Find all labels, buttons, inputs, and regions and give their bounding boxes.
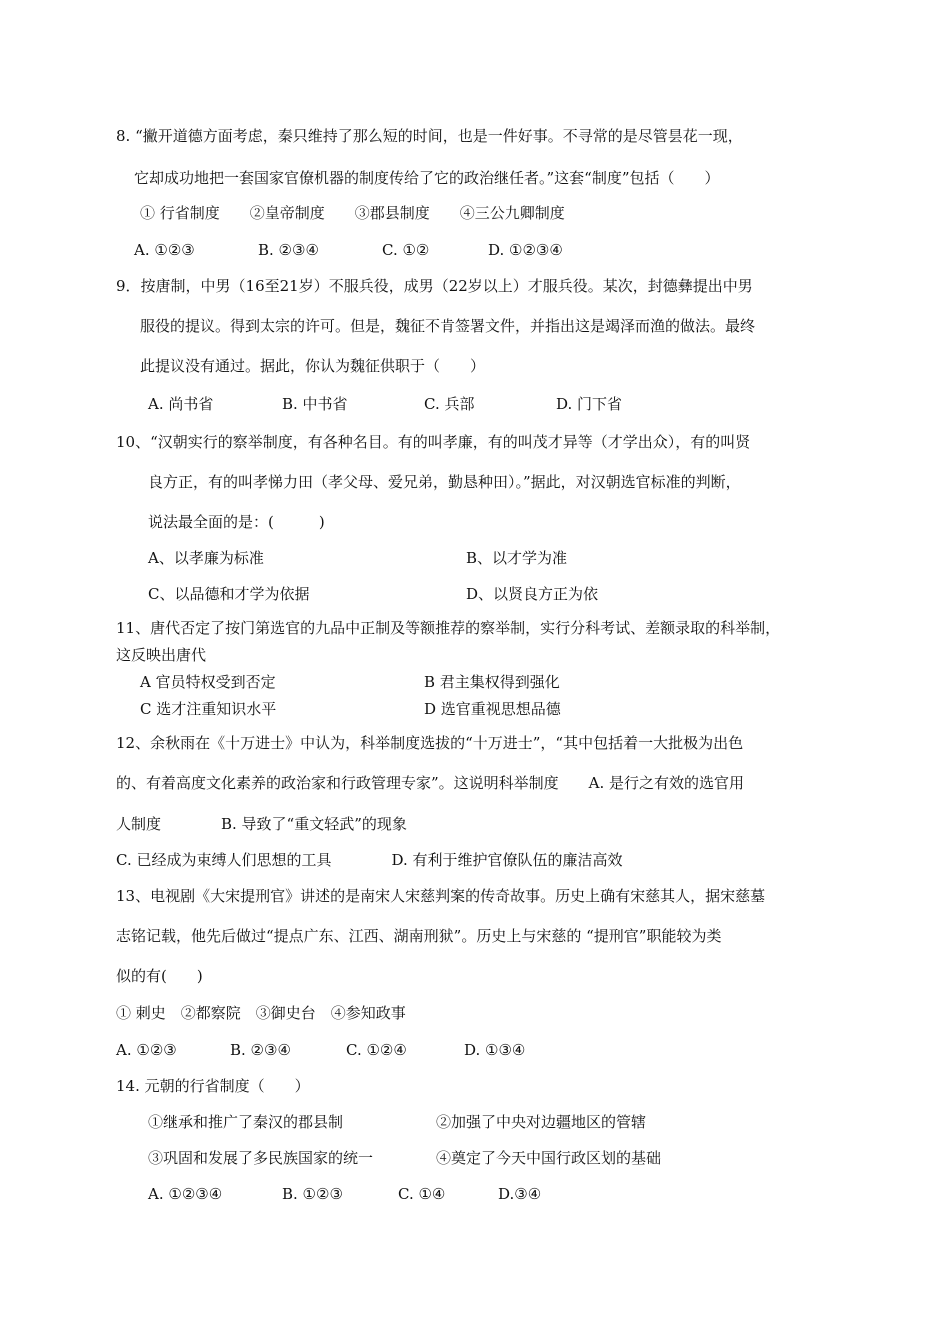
question-9-stem-line1: 9．按唐制，中男（16至21岁）不服兵役，成男（22岁以上）才服兵役。某次，封德彝提出中男 [116, 277, 753, 295]
question-9-stem-line3: 此提议没有通过。据此，你认为魏征供职于（ ） [140, 357, 486, 375]
question-13-stem-line2: 志铭记载，他先后做过“提点广东、江西、湖南刑狱”。历史上与宋慈的 “提刑官”职能较为类 [116, 927, 722, 945]
question-13-option-c[interactable]: C. ①②④ [346, 1041, 407, 1059]
question-12-stem-line4: C. 已经成为束缚人们思想的工具 D. 有利于维护官僚队伍的廉洁高效 [116, 851, 623, 869]
question-8-option-d[interactable]: D. ①②③④ [488, 241, 563, 259]
question-11-option-c[interactable]: C 选才注重知识水平 [140, 700, 277, 718]
question-9-option-c[interactable]: C. 兵部 [424, 395, 475, 413]
question-14-stem-line1: 14. 元朝的行省制度（ ） [116, 1077, 310, 1095]
question-10-option-d[interactable]: D、以贤良方正为依 [466, 585, 599, 603]
question-10-option-c[interactable]: C、以品德和才学为依据 [148, 585, 310, 603]
question-14-item-1: ①继承和推广了秦汉的郡县制 [148, 1113, 344, 1131]
question-10-option-a[interactable]: A、以孝廉为标准 [148, 549, 264, 567]
question-13-option-d[interactable]: D. ①③④ [464, 1041, 526, 1059]
question-13-items: ① 刺史 ②都察院 ③御史台 ④参知政事 [116, 1004, 406, 1022]
question-8-option-b[interactable]: B. ②③④ [258, 241, 319, 259]
question-8-stem-line2: 它却成功地把一套国家官僚机器的制度传给了它的政治继任者。”这套“制度”包括（ ） [134, 169, 720, 187]
question-9-option-b[interactable]: B. 中书省 [282, 395, 348, 413]
question-9-stem-line2: 服役的提议。得到太宗的许可。但是，魏征不肯签署文件，并指出这是竭泽而渔的做法。最终 [140, 317, 756, 335]
question-9-option-d[interactable]: D. 门下省 [556, 395, 623, 413]
question-14-option-a[interactable]: A. ①②③④ [148, 1185, 223, 1203]
question-12-stem-line3: 人制度 B. 导致了“重文轻武”的现象 [116, 815, 407, 833]
question-8-option-c[interactable]: C. ①② [382, 241, 430, 259]
question-9-option-a[interactable]: A. 尚书省 [148, 395, 214, 413]
question-13-stem-line3: 似的有( ) [116, 967, 203, 985]
question-12-stem-line2: 的、有着高度文化素养的政治家和行政管理专家”。这说明科举制度 A. 是行之有效的选官用 [116, 774, 745, 792]
question-11-stem-line1: 11、唐代否定了按门第选官的九品中正制及等额推荐的察举制，实行分科考试、差额录取的科举制， [116, 619, 781, 637]
question-11-option-d[interactable]: D 选官重视思想品德 [424, 700, 561, 718]
question-8-stem-line1: 8. “撇开道德方面考虑，秦只维持了那么短的时间，也是一件好事。不寻常的是尽管昙花一现， [116, 127, 743, 145]
question-8-items: ① 行省制度 ②皇帝制度 ③郡县制度 ④三公九卿制度 [140, 204, 565, 222]
question-8-option-a[interactable]: A. ①②③ [134, 241, 195, 259]
question-10-option-b[interactable]: B、以才学为准 [466, 549, 568, 567]
question-14-option-c[interactable]: C. ①④ [398, 1185, 446, 1203]
question-11-stem-line2: 这反映出唐代 [116, 646, 207, 664]
question-10-stem-line1: 10、“汉朝实行的察举制度，有各种名目。有的叫孝廉，有的叫茂才异等（才学出众），有的叫贤 [116, 433, 751, 451]
question-10-stem-line2: 良方正，有的叫孝悌力田（孝父母、爱兄弟，勤恳种田）。”据此，对汉朝选官标准的判断， [148, 473, 741, 491]
question-13-option-a[interactable]: A. ①②③ [116, 1041, 177, 1059]
question-11-option-b[interactable]: B 君主集权得到强化 [424, 673, 560, 691]
question-14-item-3: ③巩固和发展了多民族国家的统一 [148, 1149, 374, 1167]
question-13-stem-line1: 13、电视剧《大宋提刑官》讲述的是南宋人宋慈判案的传奇故事。历史上确有宋慈其人，据宋慈墓 [116, 887, 766, 905]
question-14-item-4: ④奠定了今天中国行政区划的基础 [436, 1149, 662, 1167]
question-14-option-d[interactable]: D.③④ [498, 1185, 542, 1203]
question-14-option-b[interactable]: B. ①②③ [282, 1185, 343, 1203]
question-13-option-b[interactable]: B. ②③④ [230, 1041, 291, 1059]
question-11-option-a[interactable]: A 官员特权受到否定 [140, 673, 276, 691]
question-10-stem-line3: 说法最全面的是：( ) [148, 513, 325, 531]
question-12-stem-line1: 12、余秋雨在《十万进士》中认为，科举制度选拔的“十万进士”，“其中包括着一大批极为出色 [116, 734, 744, 752]
question-14-item-2: ②加强了中央对边疆地区的管辖 [436, 1113, 647, 1131]
